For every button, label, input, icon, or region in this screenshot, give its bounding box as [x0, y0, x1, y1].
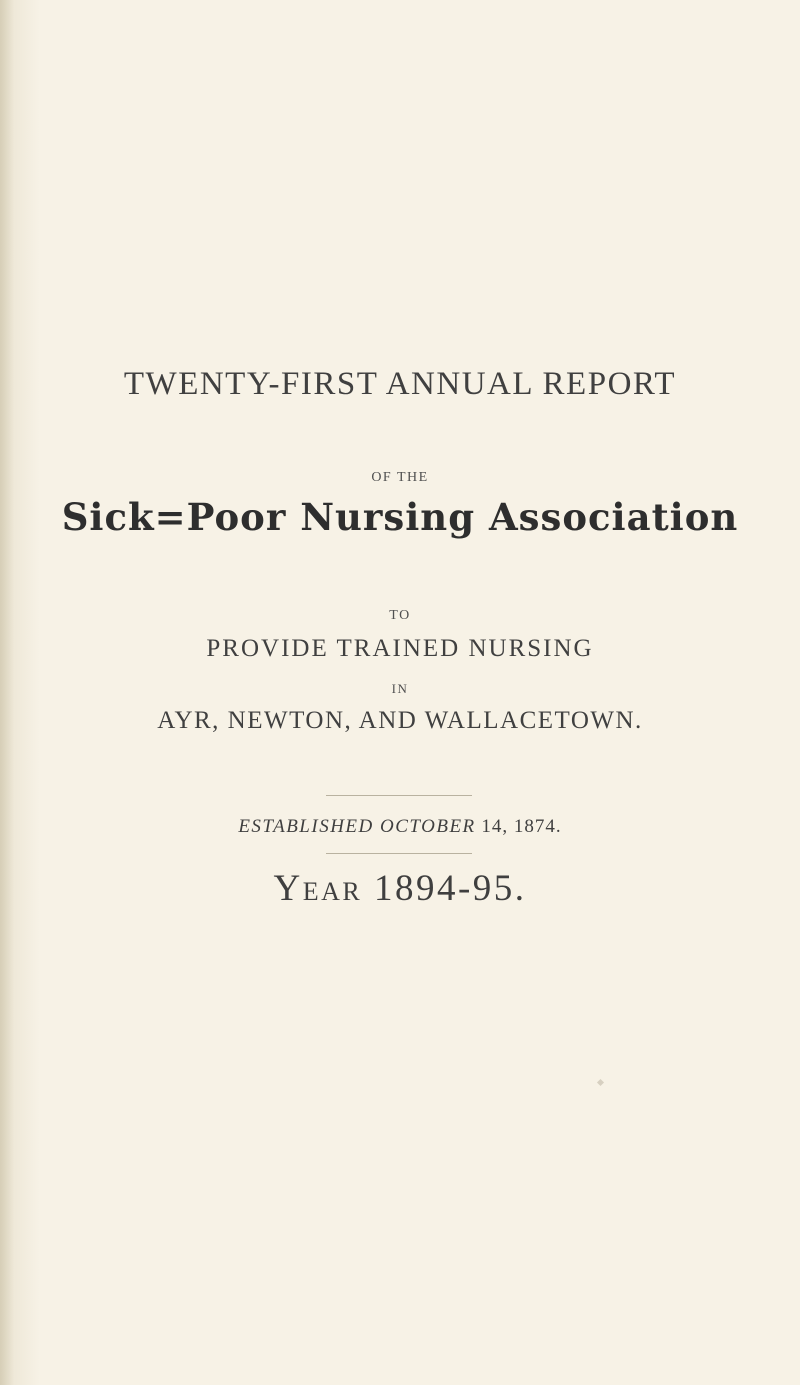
purpose-text: PROVIDE TRAINED NURSING [206, 635, 594, 662]
places-text: AYR, NEWTON, AND WALLACETOWN. [157, 707, 643, 734]
to-text: TO [389, 608, 411, 623]
year-line [0, 867, 800, 910]
in-text: IN [391, 681, 409, 696]
established-date: 14, 1874. [481, 816, 562, 837]
paper-speck [597, 1079, 604, 1086]
year-label: Year [273, 868, 363, 909]
divider-top [326, 795, 472, 796]
divider-bottom [326, 853, 472, 854]
of-the-text: OF THE [371, 470, 429, 485]
association-name: Sick=Poor Nursing Association [61, 495, 739, 539]
report-title: TWENTY-FIRST ANNUAL REPORT [123, 366, 677, 402]
year-value: 1894-95. [373, 868, 527, 909]
established-line [0, 816, 800, 838]
established-label: ESTABLISHED OCTOBER [238, 816, 476, 837]
